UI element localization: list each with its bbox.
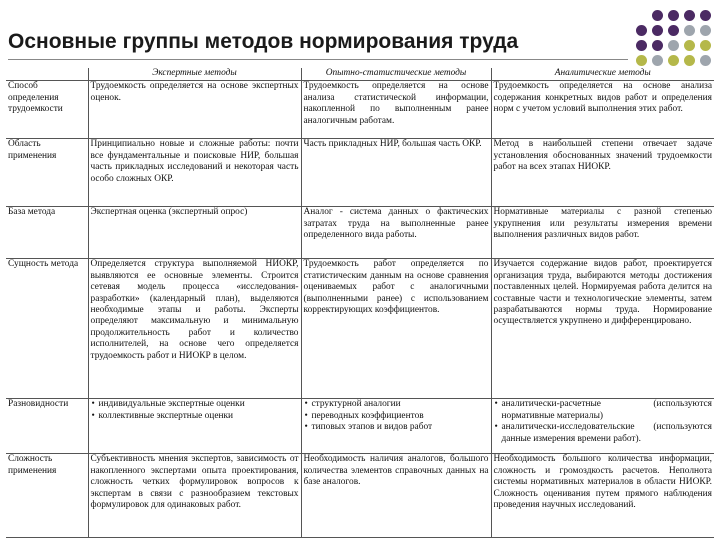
- list-item: • коллективные экспертные оценки: [99, 411, 299, 422]
- table-cell: Трудоемкость определяется на основе экспертных оценок.: [88, 81, 301, 139]
- decorative-dot: [684, 40, 695, 51]
- table-cell: Аналог - система данных о фактических затратах труда на выполненные ранее определенного вида работы.: [301, 207, 491, 259]
- decorative-dot: [636, 25, 647, 36]
- table-row: [6, 259, 714, 399]
- table-cell: [88, 399, 301, 454]
- table-cell: [301, 399, 491, 454]
- header-empty: [6, 68, 88, 81]
- decorative-dot: [652, 40, 663, 51]
- header-statistical: Опытно-статистические методы: [301, 68, 491, 81]
- list-item: • переводных коэффициентов: [312, 411, 489, 422]
- row-label: Разновидности: [6, 399, 88, 454]
- table-cell: Трудоемкость работ определяется по статистическим данным на основе сравнения оцениваемых работ с аналогичными (выполненными ранее) с использованием корректирующих коэффициентов.: [301, 259, 491, 399]
- row-label: База метода: [6, 207, 88, 259]
- decorative-dot: [684, 25, 695, 36]
- list-item: • аналитически-расчетные (используются нормативные материалы): [502, 399, 713, 422]
- table-row: [6, 399, 714, 454]
- decorative-dot: [700, 40, 711, 51]
- decorative-dot: [636, 55, 647, 66]
- decorative-dot: [700, 25, 711, 36]
- list-item: • аналитически-исследовательские (используются данные измерения времени работ).: [502, 422, 713, 445]
- header-row: [6, 68, 714, 81]
- table-cell: Необходимость наличия аналогов, большого количества элементов справочных данных на базе аналогов.: [301, 454, 491, 538]
- decorative-dot: [684, 10, 695, 21]
- table-cell: Часть прикладных НИР, большая часть ОКР.: [301, 139, 491, 207]
- table-cell: Изучается содержание видов работ, проектируется организация труда, выбираются методы достижения поставленных целей. Нормируемая работа делится на составные части и технологические элементы, затем разрабатываются нормы труда. Нормирование осуществляется укрупнено и дифференцировано.: [491, 259, 714, 399]
- decorative-dot: [652, 55, 663, 66]
- decorative-dot: [700, 55, 711, 66]
- decorative-dot: [684, 55, 695, 66]
- table-row: [6, 81, 714, 139]
- decorative-dot: [636, 40, 647, 51]
- table-cell: Субъективность мнения экспертов, зависимость от накопленного экспертами опыта проектирования, сложность четких формулировок вопросов к экспертам в связи с разнообразием текстовых формулировок для одинаковых работ.: [88, 454, 301, 538]
- decorative-dot: [700, 10, 711, 21]
- table-row: [6, 454, 714, 538]
- table-cell: Трудоемкость определяется на основе анализа содержания конкретных видов работ и определения норм с учетом условий выполнения этих работ.: [491, 81, 714, 139]
- row-label: Сущность метода: [6, 259, 88, 399]
- table-row: [6, 139, 714, 207]
- table-cell: Принципиально новые и сложные работы: почти все фундаментальные и поисковые НИР, большая часть прикладных исследований и некоторая часть особо сложных ОКР.: [88, 139, 301, 207]
- list-item: • типовых этапов и видов работ: [312, 422, 489, 433]
- table-cell: Трудоемкость определяется на основе анализа статистической информации, накопленной по выполненным ранее аналогичным работам.: [301, 81, 491, 139]
- decorative-dot: [668, 10, 679, 21]
- methods-table: [6, 68, 714, 538]
- table-cell: Метод в наибольшей степени отвечает задаче установления обоснованных значений трудоемкости работ на всех этапах НИОКР.: [491, 139, 714, 207]
- decorative-dot: [668, 25, 679, 36]
- header-expert: Экспертные методы: [88, 68, 301, 81]
- decorative-dot: [652, 10, 663, 21]
- table-cell: Нормативные материалы с разной степенью укрупнения или результаты измерения времени выполнения различных видов работ.: [491, 207, 714, 259]
- table-cell: Определяется структура выполняемой НИОКР, выявляются ее основные элементы. Строится сетевая модель процесса «исследования-разработки» (календарный план), выделяются необходимые этапы и работы. Эксперты определяют максимальную и минимальную продолжительность работ и количество исполнителей, на основе чего определяется трудоемкость работ и НИОКР в целом.: [88, 259, 301, 399]
- table-row: [6, 207, 714, 259]
- page-title: Основные группы методов нормирования труда: [8, 30, 519, 53]
- table-cell: Необходимость большого количества информации, сложность и громоздкость расчетов. Неполнота системы нормативных материалов в области НИОКР. Сложность оценивания путем прямого наблюдения проведения научных исследований.: [491, 454, 714, 538]
- list-item: • индивидуальные экспертные оценки: [99, 399, 299, 410]
- table-cell: Экспертная оценка (экспертный опрос): [88, 207, 301, 259]
- decorative-dot: [668, 55, 679, 66]
- decorative-dot: [668, 40, 679, 51]
- list-item: • структурной аналогии: [312, 399, 489, 410]
- row-label: Сложность применения: [6, 454, 88, 538]
- row-label: Способ определения трудоемкости: [6, 81, 88, 139]
- table-cell: [491, 399, 714, 454]
- decorative-dot: [652, 25, 663, 36]
- title-divider: [8, 59, 628, 60]
- header-analytical: Аналитические методы: [491, 68, 714, 81]
- decorative-dot-grid: [634, 8, 718, 70]
- row-label: Область применения: [6, 139, 88, 207]
